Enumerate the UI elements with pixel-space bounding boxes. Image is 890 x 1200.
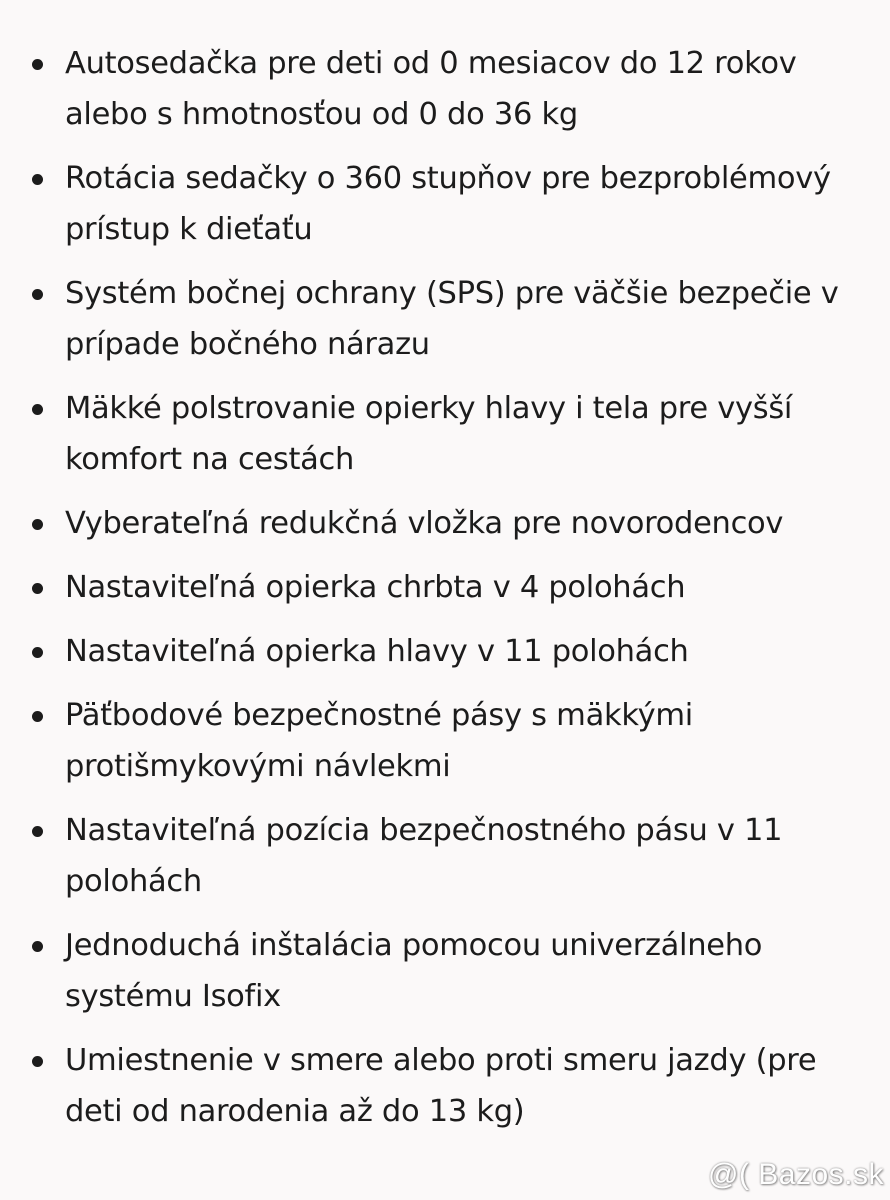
- list-item-text: Systém bočnej ochrany (SPS) pre väčšie bezpečie v prípade bočného nárazu: [65, 276, 839, 362]
- list-item-text: Vyberateľná redukčná vložka pre novorodencov: [65, 506, 784, 541]
- list-item: [0, 562, 890, 613]
- list-item: [0, 690, 890, 792]
- bullet-icon: [32, 826, 43, 837]
- list-item: [0, 920, 890, 1022]
- list-item-text: Päťbodové bezpečnostné pásy s mäkkými protišmykovými návlekmi: [65, 698, 693, 784]
- bullet-icon: [32, 59, 43, 70]
- watermark: @( Bazos.sk: [708, 1158, 884, 1191]
- bullet-icon: [32, 941, 43, 952]
- list-item-text: Autosedačka pre deti od 0 mesiacov do 12 rokov alebo s hmotnosťou od 0 do 36 kg: [65, 46, 797, 132]
- list-item-text: Rotácia sedačky o 360 stupňov pre bezproblémový prístup k dieťaťu: [65, 161, 831, 247]
- list-item-text: Mäkké polstrovanie opierky hlavy i tela pre vyšší komfort na cestách: [65, 391, 793, 477]
- bullet-icon: [32, 583, 43, 594]
- bullet-icon: [32, 404, 43, 415]
- list-item: [0, 38, 890, 140]
- list-item: [0, 153, 890, 255]
- bullet-icon: [32, 1056, 43, 1067]
- list-item-text: Umiestnenie v smere alebo proti smeru jazdy (pre deti od narodenia až do 13 kg): [65, 1043, 817, 1129]
- list-item: [0, 268, 890, 370]
- bullet-icon: [32, 174, 43, 185]
- feature-list: [0, 38, 890, 1150]
- list-item-text: Nastaviteľná opierka chrbta v 4 polohách: [65, 570, 686, 605]
- bullet-icon: [32, 711, 43, 722]
- list-item-text: Nastaviteľná pozícia bezpečnostného pásu v 11 polohách: [65, 813, 783, 899]
- bullet-icon: [32, 519, 43, 530]
- list-item: [0, 805, 890, 907]
- list-item: [0, 383, 890, 485]
- list-item-text: Jednoduchá inštalácia pomocou univerzálneho systému Isofix: [65, 928, 763, 1014]
- list-item-text: Nastaviteľná opierka hlavy v 11 polohách: [65, 634, 689, 669]
- list-item: [0, 1035, 890, 1137]
- bullet-icon: [32, 289, 43, 300]
- list-item: [0, 626, 890, 677]
- bullet-icon: [32, 647, 43, 658]
- list-item: [0, 498, 890, 549]
